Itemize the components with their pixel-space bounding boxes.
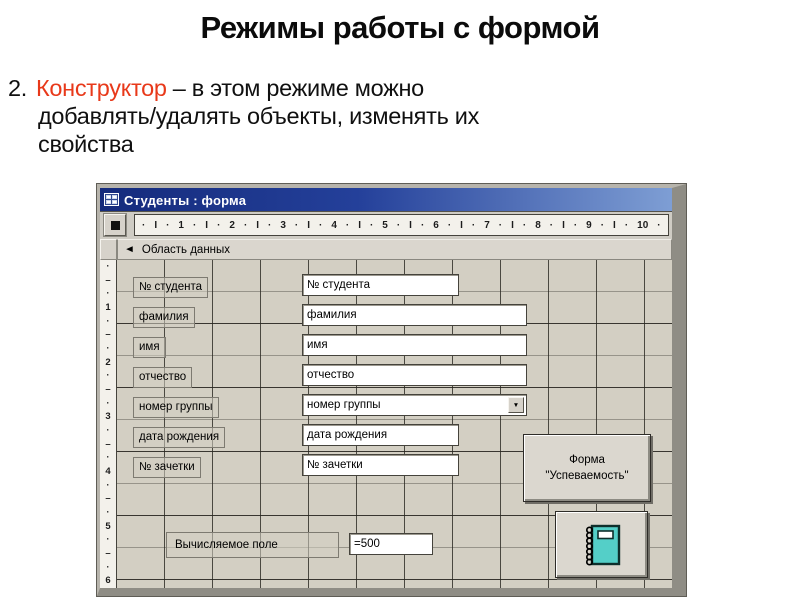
list-item-number: 2. (8, 75, 27, 101)
body-line-2: добавлять/удалять объекты, изменять их (38, 103, 480, 129)
calculated-field-label[interactable]: Вычисляемое поле (166, 532, 339, 558)
slide-title: Режимы работы с формой (200, 10, 600, 45)
form-uspevaemost-button[interactable] (523, 434, 651, 502)
h-ruler-tick: · (243, 219, 248, 231)
section-row (100, 239, 672, 260)
h-ruler-tick: · (396, 219, 401, 231)
h-ruler-tick: · (471, 219, 476, 231)
h-ruler-tick: · (498, 219, 503, 231)
section-header-data-area[interactable] (117, 239, 672, 260)
ruler-row (100, 212, 672, 239)
design-grid[interactable] (117, 260, 672, 588)
h-ruler-tick: I (460, 219, 463, 231)
h-ruler-tick: I (256, 219, 260, 231)
field-label-firstname[interactable]: имя (133, 337, 166, 358)
h-ruler-tick: · (522, 219, 527, 231)
h-ruler-tick: 6 (433, 219, 439, 231)
h-ruler-tick: I (205, 219, 209, 231)
v-ruler-tick: – (105, 493, 111, 505)
h-ruler-tick: I (511, 219, 514, 231)
v-ruler-tick: · (106, 397, 110, 409)
v-ruler-tick: · (106, 479, 110, 491)
v-ruler-tick: – (105, 547, 111, 559)
field-label-birthdate[interactable]: дата рождения (133, 427, 225, 448)
window-title: Студенты : форма (124, 192, 247, 208)
field-textbox-surname[interactable]: фамилия (302, 304, 527, 326)
v-ruler-tick: · (106, 452, 110, 464)
h-ruler-tick: · (294, 219, 299, 231)
h-ruler-tick: I (562, 219, 565, 231)
h-ruler-tick: · (268, 219, 272, 231)
h-ruler-tick: · (573, 219, 578, 231)
field-label-gradebook-no[interactable]: № зачетки (133, 457, 201, 478)
main-row (100, 260, 672, 588)
h-ruler-tick: · (549, 219, 554, 231)
h-ruler-tick: · (600, 219, 605, 231)
v-ruler-tick: · (106, 506, 110, 518)
h-ruler-tick: · (447, 219, 452, 231)
horizontal-ruler[interactable] (134, 214, 669, 236)
h-ruler-tick: · (319, 219, 323, 231)
v-ruler-tick: – (105, 438, 111, 450)
v-ruler-tick: · (106, 534, 110, 546)
h-ruler-tick: · (345, 219, 350, 231)
v-ruler-tick: – (105, 383, 111, 395)
field-textbox-student-no[interactable]: № студента (302, 274, 459, 296)
h-ruler-tick: 7 (484, 219, 490, 231)
window-titlebar[interactable] (100, 188, 672, 212)
h-ruler-tick: I (358, 219, 361, 231)
h-ruler-tick: 10 (637, 219, 649, 231)
notebook-image-button[interactable] (555, 511, 648, 578)
v-ruler-tick: · (106, 261, 110, 273)
h-ruler-tick: · (142, 219, 146, 231)
form-button-line2: "Успеваемость" (545, 470, 629, 482)
access-window (97, 184, 686, 596)
h-ruler-tick: I (613, 219, 616, 231)
v-ruler-tick: · (106, 315, 110, 327)
v-ruler-tick: 5 (105, 520, 111, 532)
chevron-down-icon: ▼ (512, 401, 520, 409)
body-line-3: свойства (38, 131, 134, 157)
h-ruler-tick: · (657, 219, 661, 231)
field-label-surname[interactable]: фамилия (133, 307, 195, 328)
body-line-1 (8, 74, 688, 102)
field-textbox-gradebook-no[interactable]: № зачетки (302, 454, 459, 476)
v-ruler-tick: 1 (105, 302, 111, 314)
h-ruler-tick: · (192, 219, 197, 231)
v-ruler-tick: 6 (105, 575, 111, 587)
vertical-ruler[interactable] (100, 260, 117, 588)
h-ruler-tick: 8 (535, 219, 541, 231)
v-ruler-tick: · (106, 343, 110, 355)
v-ruler-tick: · (106, 424, 110, 436)
h-ruler-tick: · (420, 219, 425, 231)
v-ruler-tick: 3 (105, 411, 111, 423)
field-label-group-number[interactable]: номер группы (133, 397, 219, 418)
h-ruler-tick: I (154, 219, 158, 231)
field-combobox-group-number[interactable] (302, 394, 527, 416)
v-ruler-tick: – (105, 274, 111, 286)
highlighted-term: Конструктор (36, 75, 167, 101)
section-corner-cell[interactable] (100, 239, 117, 260)
combobox-value: номер группы (307, 399, 381, 411)
form-icon[interactable] (104, 193, 119, 206)
field-textbox-birthdate[interactable]: дата рождения (302, 424, 459, 446)
h-ruler-tick: I (409, 219, 412, 231)
field-label-patronymic[interactable]: отчество (133, 367, 192, 388)
body-line-1-rest: – в этом режиме можно (172, 75, 424, 101)
v-ruler-tick: · (106, 561, 110, 573)
field-label-student-no[interactable]: № студента (133, 277, 208, 298)
section-arrow-icon: ◄ (124, 243, 135, 255)
combobox-dropdown-button[interactable] (508, 397, 524, 413)
section-title: Область данных (141, 243, 231, 256)
notebook-icon (579, 523, 625, 567)
h-ruler-tick: I (307, 219, 311, 231)
slide-body-text (8, 74, 688, 158)
h-ruler-tick: 3 (280, 219, 286, 231)
h-ruler-tick: 5 (382, 219, 388, 231)
h-ruler-tick: 9 (586, 219, 592, 231)
h-ruler-tick: · (624, 219, 629, 231)
h-ruler-tick: · (166, 219, 170, 231)
v-ruler-tick: 2 (105, 356, 111, 368)
form-selector-square-icon (111, 221, 120, 230)
h-ruler-tick: 2 (229, 219, 235, 231)
form-button-line1: Форма (569, 454, 605, 466)
v-ruler-tick: · (106, 370, 110, 382)
h-ruler-tick: · (217, 219, 221, 231)
calculated-field-textbox[interactable]: =500 (349, 533, 433, 555)
h-ruler-tick: 4 (331, 219, 337, 231)
v-ruler-tick: 4 (105, 465, 111, 477)
h-ruler-tick: · (369, 219, 374, 231)
field-textbox-firstname[interactable]: имя (302, 334, 527, 356)
v-ruler-tick: · (106, 288, 110, 300)
v-ruler-tick: – (105, 329, 111, 341)
h-ruler-tick: 1 (178, 219, 184, 231)
form-selector-button[interactable] (104, 214, 126, 236)
field-textbox-patronymic[interactable]: отчество (302, 364, 527, 386)
